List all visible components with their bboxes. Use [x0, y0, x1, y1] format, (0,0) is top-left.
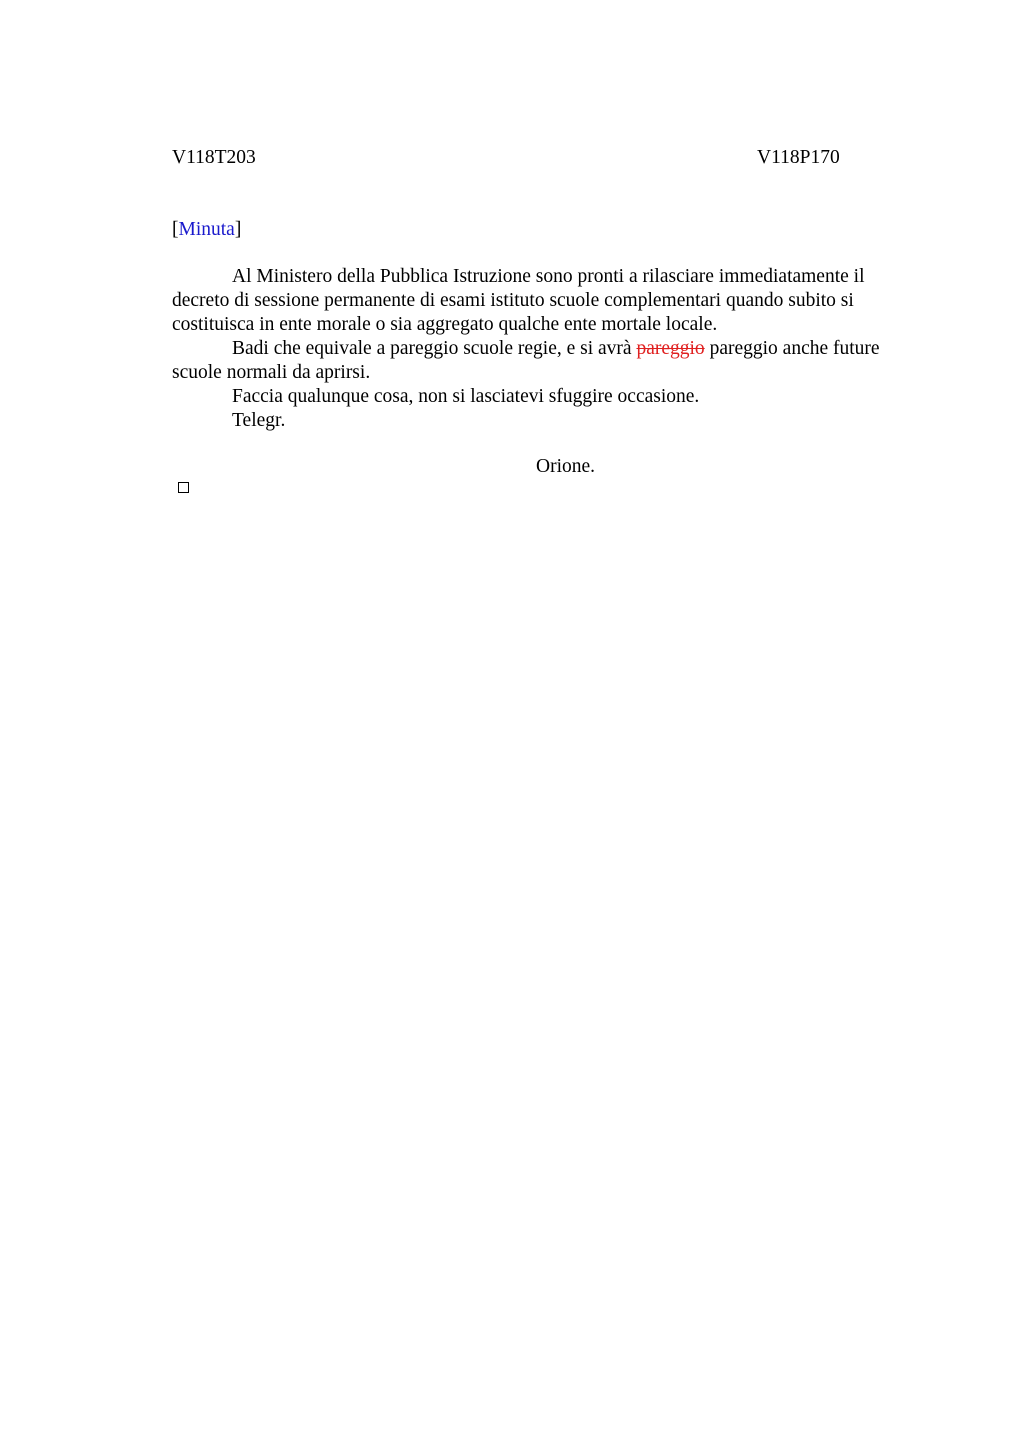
- document-heading: [172, 218, 241, 242]
- paragraph-pareggio-text-after: pareggio anche future scuole normali da aprirsi.: [172, 338, 880, 383]
- heading-open-bracket: [: [172, 219, 179, 240]
- paragraph-pareggio-text-before: Badi che equivale a pareggio scuole regie, e si avrà: [232, 338, 637, 359]
- struck-word: pareggio: [636, 338, 705, 359]
- square-marker-icon: [178, 482, 189, 493]
- paragraph-occasione: Faccia qualunque cosa, non si lasciatevi sfuggire occasione.: [232, 386, 700, 407]
- heading-close-bracket: ]: [234, 219, 242, 240]
- letter-body: [172, 265, 917, 433]
- heading-label: Minuta: [178, 219, 235, 240]
- archive-code-left: V118T203: [172, 147, 256, 168]
- paragraph-ministry: Al Ministero della Pubblica Istruzione sono pronti a rilasciare immediatamente il decreto di sessione permanente di esami istituto scuole complementari quando subito si costituisca in ente morale o sia aggregato qualche ente mortale locale.: [172, 266, 865, 335]
- archive-code-right: V118P170: [757, 147, 840, 168]
- signature: Orione.: [536, 456, 596, 477]
- paragraph-pareggio: [172, 337, 917, 385]
- paragraph-telegr: Telegr.: [232, 410, 286, 431]
